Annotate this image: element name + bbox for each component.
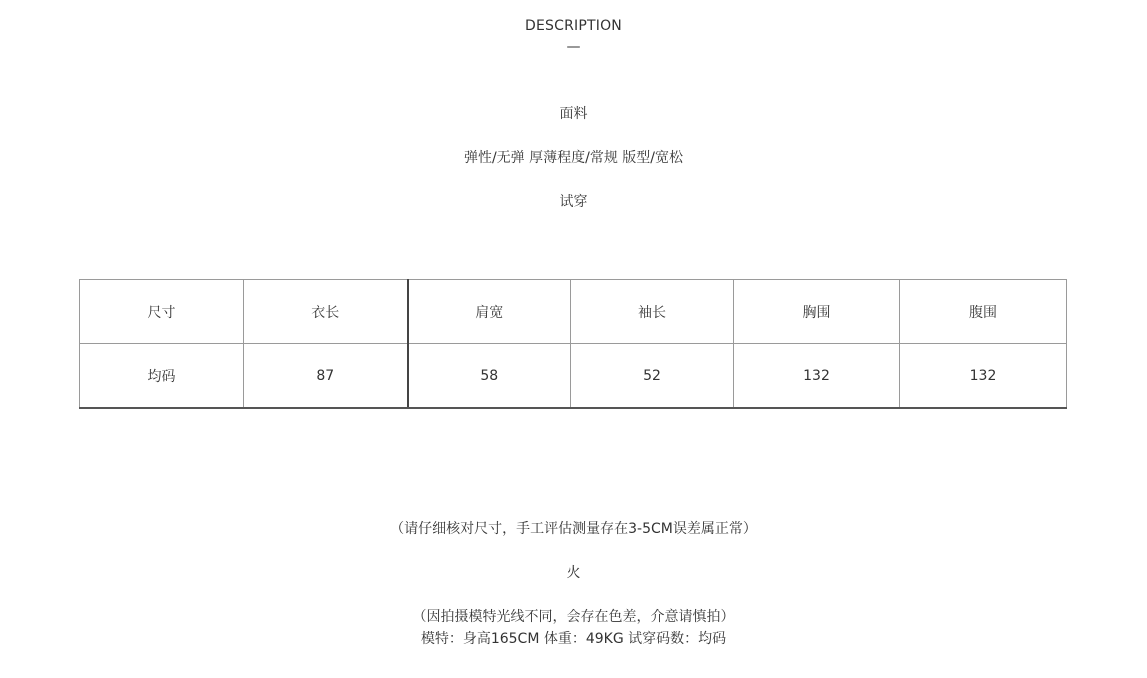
page-title: DESCRIPTION bbox=[525, 18, 622, 34]
fabric-heading: 面料 bbox=[559, 106, 588, 122]
size-table bbox=[79, 279, 1067, 409]
color-note: （因拍摄模特光线不同，会存在色差，介意请慎拍） bbox=[412, 609, 735, 625]
fire-symbol: 火 bbox=[566, 565, 581, 581]
title-divider: — bbox=[566, 39, 581, 55]
cell-length: 87 bbox=[244, 344, 408, 409]
measurement-note: （请仔细核对尺寸，手工评估测量存在3-5CM误差属正常） bbox=[390, 521, 757, 537]
header-cell-chest: 胸围 bbox=[734, 280, 900, 344]
header-cell-shoulder: 肩宽 bbox=[408, 280, 571, 344]
cell-shoulder: 58 bbox=[408, 344, 571, 409]
cell-sleeve: 52 bbox=[571, 344, 734, 409]
model-info: 模特：身高165CM 体重：49KG 试穿码数：均码 bbox=[420, 631, 727, 647]
table-header-row bbox=[80, 280, 1067, 344]
cell-waist: 132 bbox=[900, 344, 1067, 409]
cell-chest: 132 bbox=[734, 344, 900, 409]
tryon-heading: 试穿 bbox=[559, 194, 588, 210]
fabric-attributes: 弹性/无弹 厚薄程度/常规 版型/宽松 bbox=[463, 150, 684, 166]
header-cell-waist: 腹围 bbox=[900, 280, 1067, 344]
table-row bbox=[80, 344, 1067, 409]
cell-size: 均码 bbox=[80, 344, 244, 409]
header-cell-sleeve: 袖长 bbox=[571, 280, 734, 344]
header-cell-length: 衣长 bbox=[244, 280, 408, 344]
header-cell-size: 尺寸 bbox=[80, 280, 244, 344]
